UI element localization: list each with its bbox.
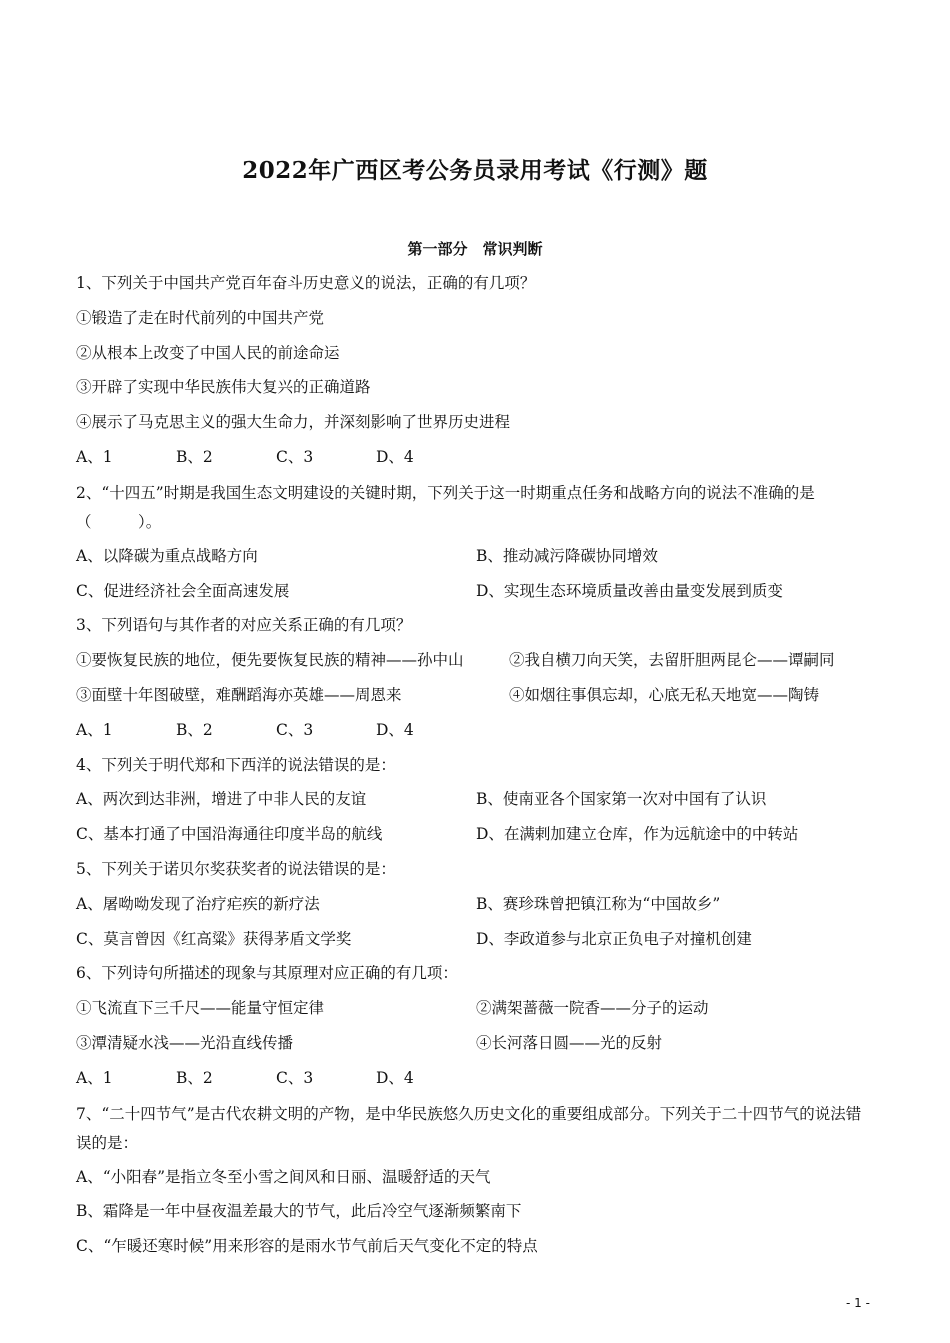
question-item: ①要恢复民族的地位，便先要恢复民族的精神——孙中山 xyxy=(76,651,464,670)
question-stem: 1、下列关于中国共产党百年奋斗历史意义的说法，正确的有几项？ xyxy=(76,274,536,292)
question-item: ③面壁十年图破壁，难酬蹈海亦英雄——周恩来 xyxy=(76,685,402,704)
question-stem: 7、“二十四节气”是古代农耕文明的产物，是中华民族悠久历史文化的重要组成部分。下列关于二十四节气的说法错误的是： xyxy=(76,1104,862,1152)
option-a: A、1 xyxy=(76,447,113,466)
option-c: C、3 xyxy=(276,720,314,739)
question-items-row xyxy=(76,647,876,682)
option-b: B、霜降是一年中昼夜温差最大的节气，此后冷空气逐渐频繁南下 xyxy=(76,1202,522,1221)
page-title: 2022年广西区考公务员录用考试《行测》题 xyxy=(242,157,708,184)
option-c: C、“乍暖还寒时候”用来形容的是雨水节气前后天气变化不定的特点 xyxy=(76,1237,538,1256)
question-stem: 6、下列诗句所描述的现象与其原理对应正确的有几项： xyxy=(76,964,458,983)
option-d: D、在满剌加建立仓库，作为远航途中的中转站 xyxy=(476,825,799,844)
question-stem: 2、“十四五”时期是我国生态文明建设的关键时期，下列关于这一时期重点任务和战略方向的说法不准确的是（ ）。 xyxy=(76,483,815,531)
option-b: B、推动减污降碳协同增效 xyxy=(476,546,658,565)
question-item: ④展示了马克思主义的强大生命力，并深刻影响了世界历史进程 xyxy=(76,413,511,432)
option-c: C、3 xyxy=(276,447,314,466)
question-stem: 5、下列关于诺贝尔奖获奖者的说法错误的是： xyxy=(76,859,396,878)
answer-options xyxy=(76,926,876,961)
question-item: ④长河落日圆——光的反射 xyxy=(476,1033,663,1052)
question-stem: 3、下列语句与其作者的对应关系正确的有几项？ xyxy=(76,616,412,635)
question-items-row xyxy=(76,682,876,717)
option-d: D、实现生态环境质量改善由量变发展到质变 xyxy=(476,581,783,600)
option-b: B、2 xyxy=(176,447,213,466)
question-item: ③潭清疑水浅——光沿直线传播 xyxy=(76,1033,294,1052)
answer-options xyxy=(76,891,876,926)
answer-options xyxy=(76,717,876,752)
option-a: A、两次到达非洲，增进了中非人民的友谊 xyxy=(76,790,367,809)
question-item: ②我自横刀向天笑，去留肝胆两昆仑——谭嗣同 xyxy=(509,651,835,670)
option-c: C、基本打通了中国沿海通往印度半岛的航线 xyxy=(76,825,383,844)
question-item: ②从根本上改变了中国人民的前途命运 xyxy=(76,343,340,362)
option-d: D、4 xyxy=(376,1068,414,1087)
question-item: ④如烟往事俱忘却，心底无私天地宽——陶铸 xyxy=(509,685,820,704)
option-a: A、1 xyxy=(76,720,113,739)
option-b: B、赛珍珠曾把镇江称为“中国故乡” xyxy=(476,894,721,913)
question-item: ①锻造了走在时代前列的中国共产党 xyxy=(76,308,325,327)
page-number: - 1 - xyxy=(846,1296,870,1310)
option-a: A、屠呦呦发现了治疗疟疾的新疗法 xyxy=(76,894,320,913)
option-c: C、3 xyxy=(276,1068,314,1087)
answer-options xyxy=(76,821,876,856)
answer-options xyxy=(76,578,876,613)
question-stem: 4、下列关于明代郑和下西洋的说法错误的是： xyxy=(76,755,396,774)
option-b: B、2 xyxy=(176,720,213,739)
option-a: A、1 xyxy=(76,1068,113,1087)
question-item: ①飞流直下三千尺——能量守恒定律 xyxy=(76,999,325,1018)
option-d: D、4 xyxy=(376,447,414,466)
option-c: C、促进经济社会全面高速发展 xyxy=(76,581,290,600)
question-list xyxy=(76,270,876,1268)
question-item: ②满架蔷薇一院香——分子的运动 xyxy=(476,999,709,1018)
answer-options xyxy=(76,786,876,821)
option-c: C、莫言曾因《红高粱》获得茅盾文学奖 xyxy=(76,929,352,948)
question-items-row xyxy=(76,1030,876,1065)
question-item: ③开辟了实现中华民族伟大复兴的正确道路 xyxy=(76,378,371,397)
answer-options xyxy=(76,1065,876,1100)
section-heading: 第一部分 常识判断 xyxy=(407,240,543,258)
option-a: A、以降碳为重点战略方向 xyxy=(76,546,258,565)
answer-options xyxy=(76,444,876,479)
answer-options xyxy=(76,543,876,578)
option-a: A、“小阳春”是指立冬至小雪之间风和日丽、温暖舒适的天气 xyxy=(76,1167,491,1186)
option-d: D、4 xyxy=(376,720,414,739)
option-d: D、李政道参与北京正负电子对撞机创建 xyxy=(476,929,752,948)
option-b: B、使南亚各个国家第一次对中国有了认识 xyxy=(476,790,767,809)
question-items-row xyxy=(76,995,876,1030)
option-b: B、2 xyxy=(176,1068,213,1087)
